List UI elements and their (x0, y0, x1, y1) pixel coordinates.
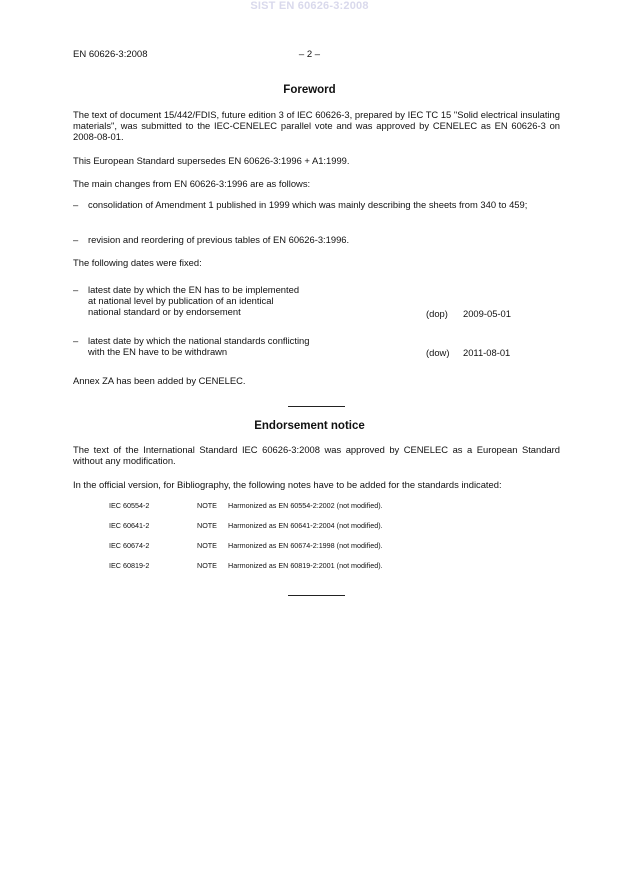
section-divider (288, 595, 345, 596)
note-label: NOTE (197, 521, 217, 530)
changes-intro: The main changes from EN 60626-3:1996 are as follows: (73, 178, 311, 189)
foreword-intro: The text of document 15/442/FDIS, future edition 3 of IEC 60626-3, prepared by IEC TC 15 "Solid electrical insulating materials", was submitted to the IEC-CENELEC parallel vote and was approved by CENELEC as EN 60626-3 on 2008-08-01. (73, 109, 560, 143)
list-dash: – (73, 335, 79, 346)
note-standard: IEC 60554-2 (109, 501, 150, 510)
date-item-line: latest date by which the national standards conflicting (88, 335, 310, 346)
change-item: revision and reordering of previous tables of EN 60626-3:1996. (88, 234, 350, 245)
note-text: Harmonized as EN 60674-2:1998 (not modified). (228, 541, 383, 550)
annex-note: Annex ZA has been added by CENELEC. (73, 375, 246, 386)
endorsement-title: Endorsement notice (254, 420, 365, 432)
date-item-line: latest date by which the EN has to be implemented (88, 284, 300, 295)
watermark: SIST EN 60626-3:2008 (250, 0, 369, 12)
change-item: consolidation of Amendment 1 published in 1999 which was mainly describing the sheets from 340 to 459; (88, 199, 528, 210)
note-text: Harmonized as EN 60554-2:2002 (not modified). (228, 501, 383, 510)
list-dash: – (73, 284, 79, 295)
date-code-dop: (dop) (426, 308, 448, 319)
section-divider (288, 406, 345, 407)
date-value-dop: 2009-05-01 (463, 308, 511, 319)
endorsement-text: The text of the International Standard IEC 60626-3:2008 was approved by CENELEC as a European Standard without any modification. (73, 444, 560, 467)
foreword-title: Foreword (283, 84, 336, 96)
page-number: – 2 – (298, 49, 321, 60)
document-id: EN 60626-3:2008 (73, 49, 148, 60)
date-item-line: with the EN have to be withdrawn (88, 346, 228, 358)
dates-intro: The following dates were fixed: (73, 257, 202, 268)
date-value-dow: 2011-08-01 (463, 347, 511, 358)
note-label: NOTE (197, 501, 217, 510)
list-dash: – (73, 199, 79, 210)
note-text: Harmonized as EN 60819-2:2001 (not modified). (228, 561, 383, 570)
note-standard: IEC 60819-2 (109, 561, 150, 570)
supersedes-text: This European Standard supersedes EN 60626-3:1996 + A1:1999. (73, 155, 350, 166)
bibliography-intro: In the official version, for Bibliography, the following notes have to be added for the standards indicated: (73, 479, 502, 490)
date-item-line: at national level by publication of an identical (88, 295, 274, 307)
note-text: Harmonized as EN 60641-2:2004 (not modified). (228, 521, 383, 530)
note-label: NOTE (197, 561, 217, 570)
note-standard: IEC 60674-2 (109, 541, 150, 550)
list-dash: – (73, 234, 79, 245)
date-code-dow: (dow) (426, 347, 450, 358)
date-item-line: national standard or by endorsement (88, 306, 241, 318)
note-standard: IEC 60641-2 (109, 521, 150, 530)
note-label: NOTE (197, 541, 217, 550)
